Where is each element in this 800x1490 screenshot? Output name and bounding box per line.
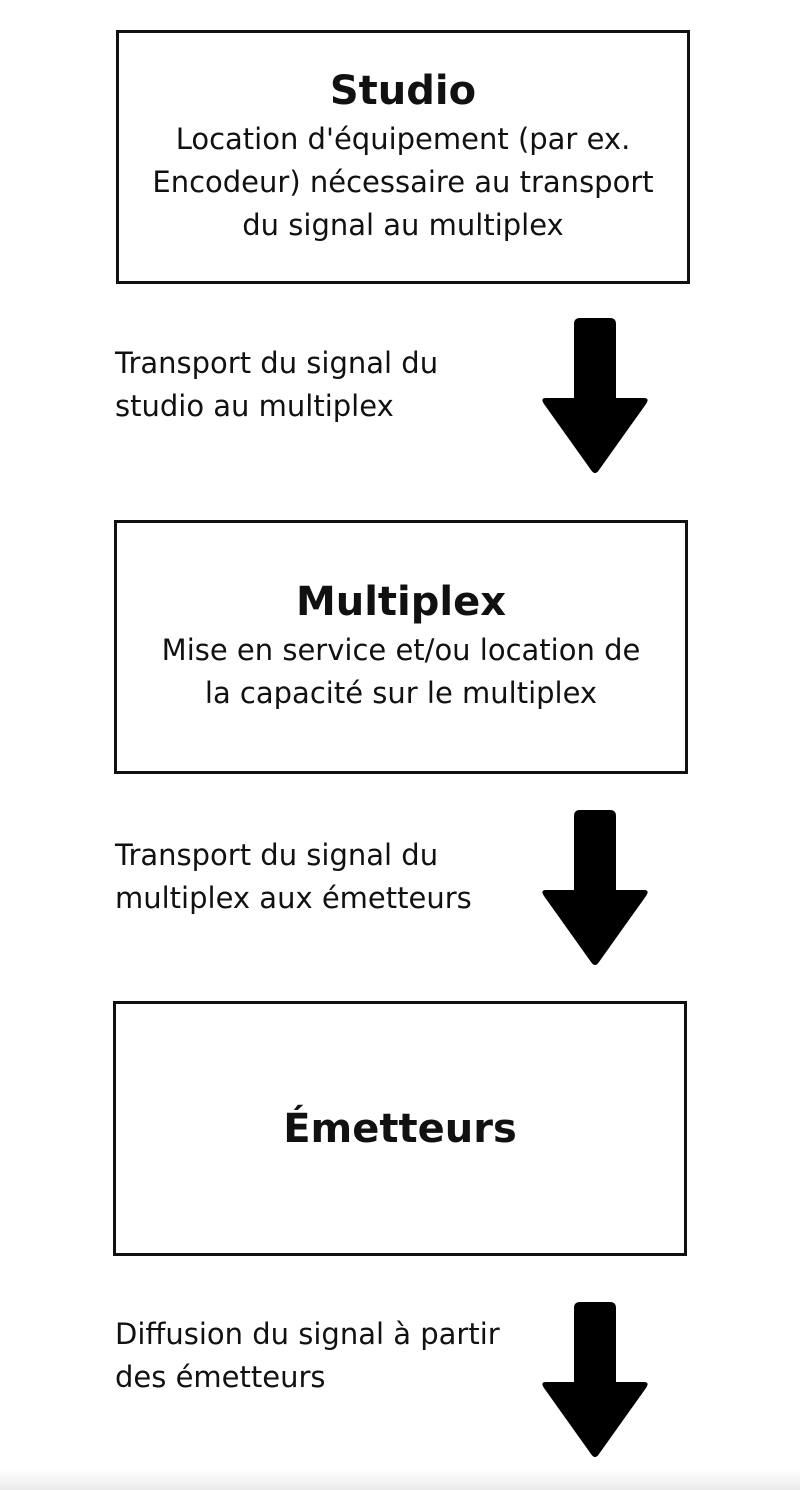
step-label-broadcast-from-transmitters: Diffusion du signal à partir des émetteurs (115, 1317, 500, 1394)
down-arrow-icon (540, 810, 650, 968)
node-emetteurs-title: Émetteurs (283, 1105, 517, 1152)
node-multiplex-text: Mise en service et/ou location de la capacité sur le multiplex (161, 633, 641, 710)
step-label-studio-to-multiplex: Transport du signal du studio au multiplex (115, 346, 439, 423)
bottom-shade (0, 1470, 800, 1490)
node-studio-text: Location d'équipement (par ex. Encodeur) nécessaire au transport du signal au multiplex (152, 121, 654, 242)
step-label-multiplex-to-transmitters: Transport du signal du multiplex aux émetteurs (115, 838, 472, 915)
node-emetteurs (113, 1001, 687, 1256)
down-arrow-icon (540, 318, 650, 476)
down-arrow-icon (540, 1302, 650, 1460)
node-multiplex-title: Multiplex (295, 579, 507, 625)
node-studio-title: Studio (329, 67, 477, 114)
node-multiplex (114, 520, 688, 774)
node-studio (116, 30, 690, 284)
